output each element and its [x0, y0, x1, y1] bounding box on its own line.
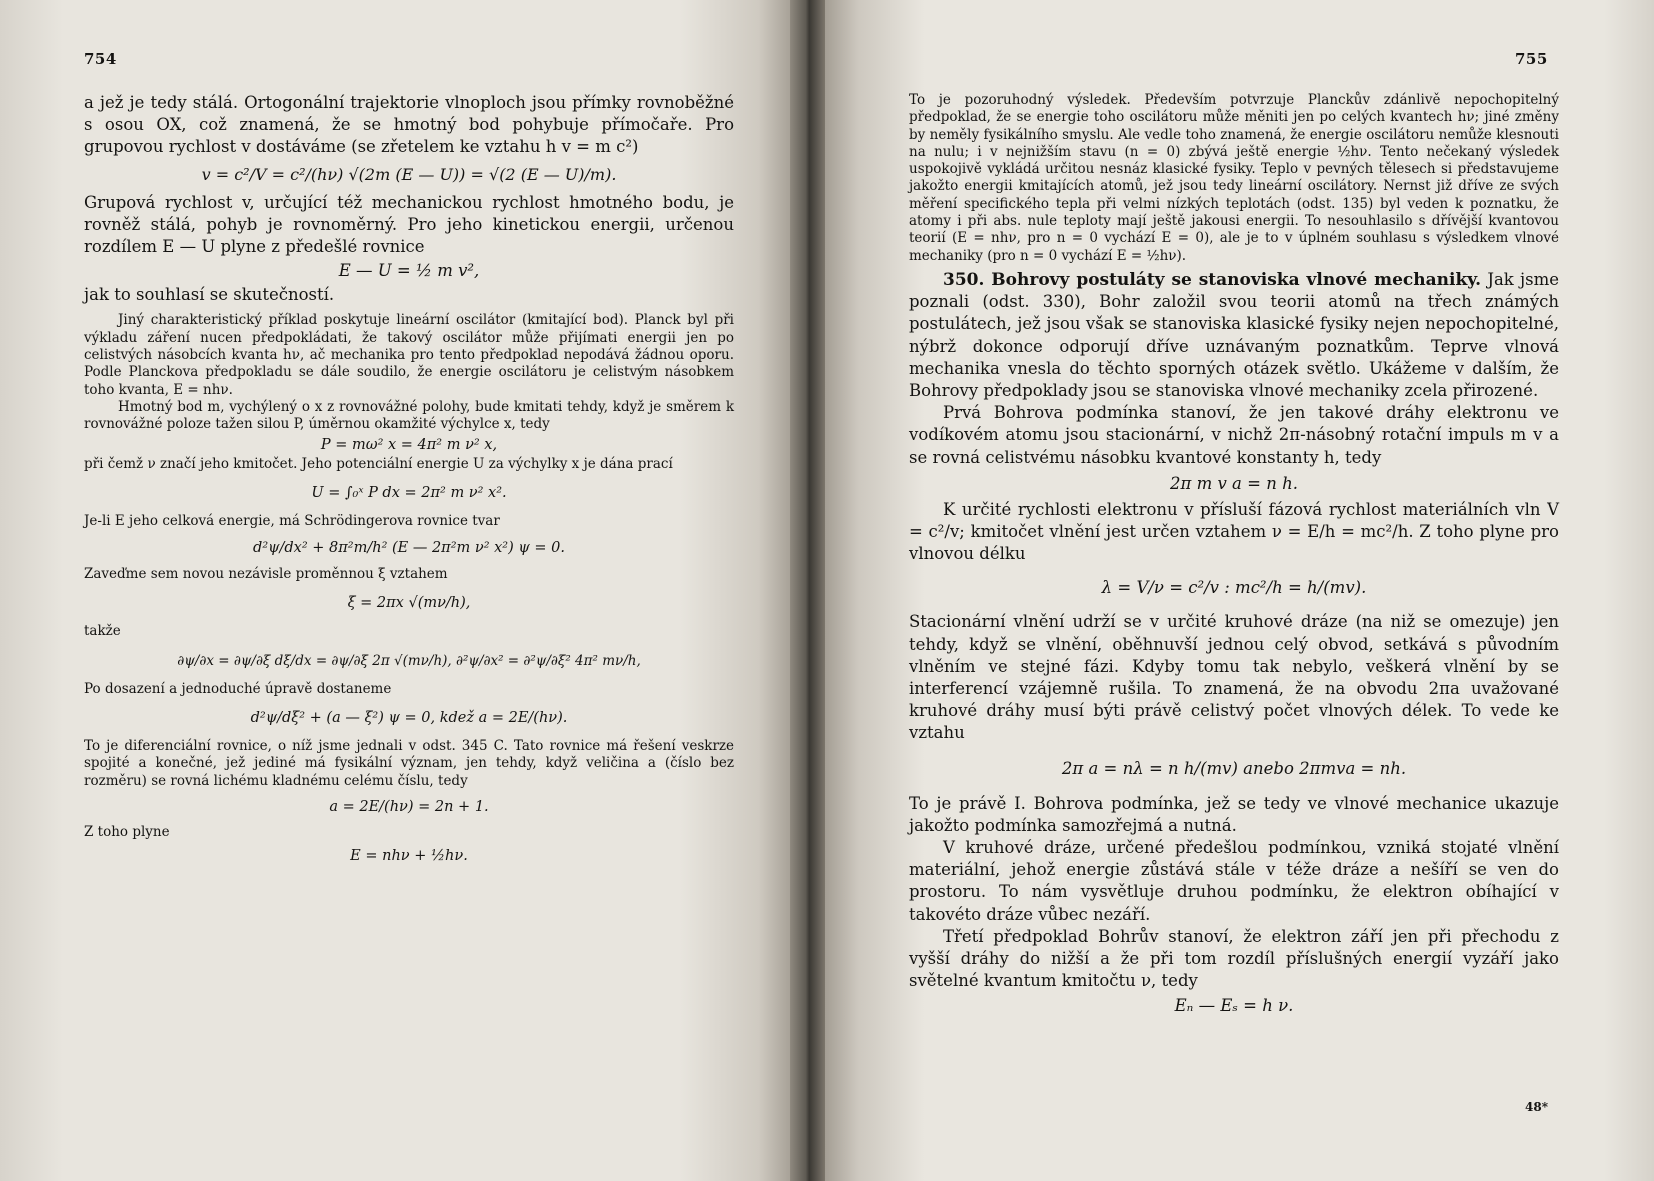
paragraph: takže: [84, 623, 121, 640]
paragraph: Hmotný bod m, vychýlený o x z rovnovážné polohy, bude kmitati tehdy, když je směrem k rovnovážné poloze tažen silou P, úměrnou okamžité výchylce x, tedy: [84, 398, 734, 433]
paragraph: K určité rychlosti elektronu v přísluší fázová rychlost materiálních vln V = c²/v; kmitočet vlnění jest určen vztahem ν = E/h = mc²/h. Z toho plyne pro vlnovou délku: [909, 499, 1559, 564]
paragraph: Z toho plyne: [84, 823, 170, 840]
paragraph: a jež je tedy stálá. Ortogonální trajektorie vlnoploch jsou přímky rovnoběžné s osou OX, což znamená, že se hmotný bod pohybuje přímočaře. Pro grupovou rychlost v dostáváme (se zřetelem ke vztahu h v = m c²): [84, 93, 734, 157]
equation-kinetic-energy: E — U = ½ m v²,: [338, 261, 480, 281]
equation-a: a = 2E/(hν) = 2n + 1.: [329, 798, 489, 815]
equation-xi: ξ = 2πx √(mν/h),: [347, 595, 471, 612]
paragraph: při čemž ν značí jeho kmitočet. Jeho potenciální energie U za výchylky x je dána prací: [84, 455, 673, 472]
book-gutter: [790, 0, 825, 1181]
section-text: Jak jsme poznali (odst. 330), Bohr založil svou teorii atomů na třech známých postulátech, jež jsou však se stanoviska klasické fysiky nejen nepochopitelné, nýbrž dokonce odporují dříve uznávaným poznatkům. Teprve vlnová mechanika vnesla do těchto sporných otázek světlo. Ukážeme v dalším, že Bohrovy předpoklady jsou se stanoviska vlnové mechaniky zcela přirozené.: [909, 269, 1560, 400]
right-text-column: [909, 92, 1559, 1020]
paragraph: To je pozoruhodný výsledek. Především potvrzuje Planckův zdánlivě nepochopitelný předpoklad, že se energie toho oscilátoru může měniti jen po celých kvantech hν; jiné změny by neměly fysikálního smyslu. Ale vedle toho znamená, že energie oscilátoru nemůže klesnouti na nulu; i v nejnižším stavu (n = 0) zbývá ještě energie ½hν. Tento nečekaný výsledek uspokojivě vykládá určitou nesnáz klasické fysiky. Teplo v pevných tělesech si představujeme jakožto energii kmitajících atomů, jež jsou tedy lineární oscilátory. Nernst již dříve ze svých měření specifického tepla při velmi nízkých teplotách (odst. 135) byl veden k poznatku, že atomy i při abs. nule teploty mají ještě jakousi energii. To nesouhlasilo s dřívější kvantovou teorií (E = nhν, pro n = 0 vychází E = 0), ale je to v úplném souhlasu s výsledkem vlnové mechaniky (pro n = 0 vychází E = ½hν).: [909, 92, 1559, 264]
paragraph: Je-li E jeho celková energie, má Schrödingerova rovnice tvar: [84, 512, 500, 529]
page-number-left: 754: [84, 50, 117, 68]
paragraph: To je právě I. Bohrova podmínka, jež se tedy ve vlnové mechanice ukazuje jakožto podmínka samozřejmá a nutná.: [909, 793, 1559, 835]
equation-wavelength: λ = V/ν = c²/v : mc²/h = h/(mv).: [1101, 578, 1367, 598]
section-heading: 350. Bohrovy postuláty se stanoviska vlnové mechaniky.: [943, 269, 1482, 290]
page-number-right: 755: [1515, 50, 1548, 68]
signature-mark: 48*: [1525, 1100, 1548, 1114]
paragraph: V kruhové dráze, určené předešlou podmínkou, vzniká stojaté vlnění materiální, jehož energie zůstává stále v téže dráze a nešíří se ven do prostoru. To nám vysvětluje druhou podmínku, že elektron obíhající v takovéto dráze vůbec nezáří.: [909, 838, 1559, 924]
equation-potential-energy: U = ∫₀ˣ P dx = 2π² m ν² x².: [311, 484, 507, 501]
left-page: [0, 0, 790, 1181]
paragraph: To je diferenciální rovnice, o níž jsme jednali v odst. 345 C. Tato rovnice má řešení veskrze spojité a konečné, jež jediné má fysikální význam, jen tehdy, když veličina a (číslo bez rozměru) se rovná lichému kladnému celému číslu, tedy: [84, 737, 734, 789]
paragraph: Stacionární vlnění udrží se v určité kruhové dráze (na niž se omezuje) jen tehdy, když se vlnění, oběhnuvší jednou celý obvod, setkává s původním vlněním ve stejné fázi. Kdyby tomu tak nebylo, veškerá vlnění by se interferencí vzájemně rušila. To znamená, že na obvodu 2πa uvažované kruhové dráhy musí býti právě celistvý počet vlnových délek. To vede ke vztahu: [909, 612, 1559, 743]
equation-bohr-condition: 2π m v a = n h.: [1170, 473, 1298, 493]
right-page: [825, 0, 1654, 1181]
paragraph: Jiný charakteristický příklad poskytuje lineární oscilátor (kmitající bod). Planck byl při výkladu záření nucen předpokládati, že takový oscilátor může přijímati energii jen po celistvých násobcích kvanta hν, ač mechanika pro tento předpoklad nepodává žádnou oporu. Podle Planckova předpokladu se dále soudilo, že energie oscilátoru je celistvým násobkem toho kvanta, E = nhν.: [84, 312, 734, 398]
left-text-column: [84, 92, 734, 871]
paragraph: Grupová rychlost v, určující též mechanickou rychlost hmotného bodu, je rovněž stálá, pohyb je rovnoměrný. Pro jeho kinetickou energii, určenou rozdílem E — U plyne z předešlé rovnice: [84, 192, 734, 257]
paragraph: Zaveďme sem novou nezávisle proměnnou ξ vztahem: [84, 566, 448, 583]
paragraph: Třetí předpoklad Bohrův stanoví, že elektron září jen při přechodu z vyšší dráhy do nižší a že při tom rozdíl příslušných energií vyzáří jako světelné kvantum kmitočtu ν, tedy: [909, 926, 1559, 991]
equation-force: P = mω² x = 4π² m ν² x,: [320, 436, 498, 453]
equation-schrodinger: d²ψ/dx² + 8π²m/h² (E — 2π²m ν² x²) ψ = 0.: [253, 540, 565, 557]
paragraph: jak to souhlasí se skutečností.: [84, 285, 335, 305]
equation-circumference: 2π a = nλ = n h/(mv) anebo 2πmva = nh.: [1061, 758, 1407, 778]
equation-group-velocity: v = c²/V = c²/(hν) √(2m (E — U)) = √(2 (E — U)/m).: [201, 164, 617, 184]
paragraph: Po dosazení a jednoduché úpravě dostaneme: [84, 680, 392, 697]
equation-energy-levels: E = nhν + ½hν.: [350, 848, 468, 865]
equation-transformed: d²ψ/dξ² + (a — ξ²) ψ = 0, kdež a = 2E/(hν).: [250, 709, 568, 726]
equation-derivatives: ∂ψ/∂x = ∂ψ/∂ξ dξ/dx = ∂ψ/∂ξ 2π √(mν/h), ∂²ψ/∂x² = ∂²ψ/∂ξ² 4π² mν/h,: [177, 652, 641, 669]
equation-transition: Eₙ — Eₛ = h ν.: [1174, 996, 1294, 1016]
paragraph: Prvá Bohrova podmínka stanoví, že jen takové dráhy elektronu ve vodíkovém atomu jsou stacionární, v nichž 2π-násobný rotační impuls m v a se rovná celistvému násobku kvantové konstanty h, tedy: [909, 403, 1559, 467]
section-350: [909, 269, 1559, 402]
